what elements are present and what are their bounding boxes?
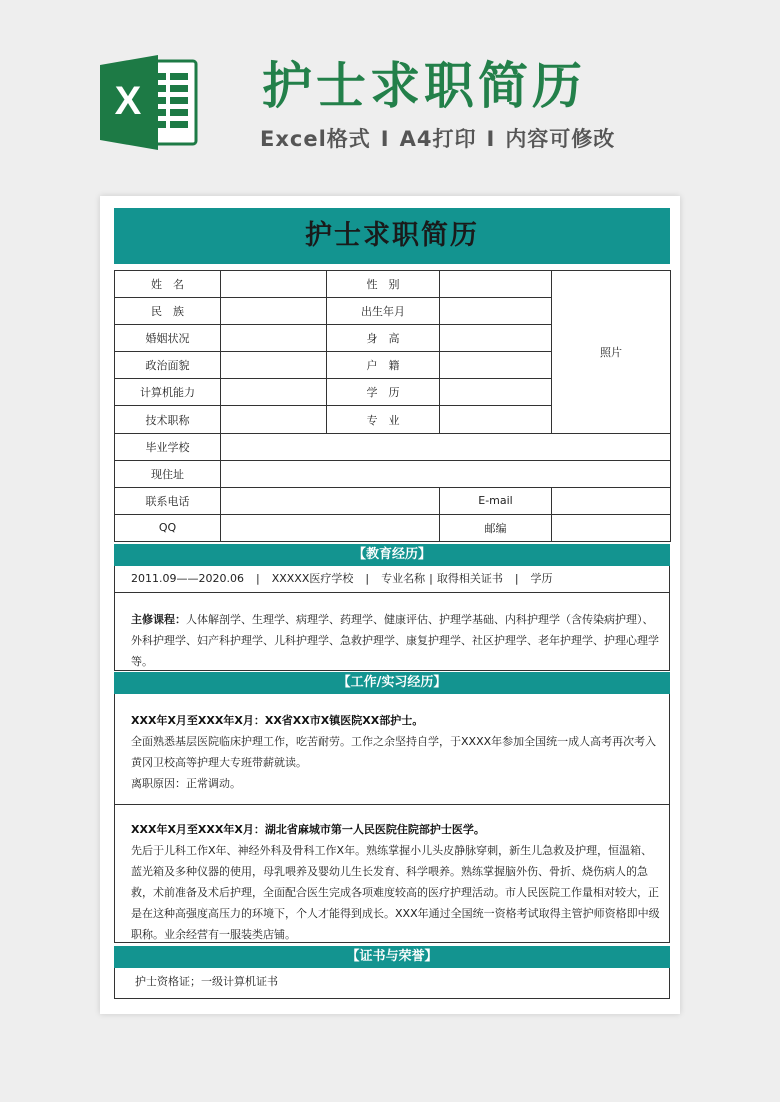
birth-label: 出生年月: [327, 298, 440, 325]
hero-title: 护士求职简历: [262, 57, 586, 115]
zip-label: 邮编: [440, 514, 552, 541]
job-description: 先后于儿科工作X年、神经外科及骨科工作X年。熟练掌握小儿头皮静脉穿刺，新生儿急救及护理，恒温箱、蓝光箱及多种仪器的使用，母乳喂养及婴幼儿生长发育、科学喂养。熟练掌握脑外伤、骨折、烧伤病人的急救，术前准备及术后护理，全面配合医生完成各项难度较高的医疗护理活动。市人民医院工作量相对较大，正是在这种高强度高压力的环境下，个人才能得到成长。XXX年通过全国统一资格考试取得主管护师资格即中级职称。业余经营有一服装类店铺。: [131, 844, 660, 941]
email-field[interactable]: [552, 487, 671, 514]
tech-title-field[interactable]: [221, 406, 327, 433]
height-field[interactable]: [440, 325, 552, 352]
pipe-separator: |: [514, 572, 519, 585]
job-leave-reason: 离职原因：正常调动。: [131, 777, 241, 790]
resume-title: 护士求职简历: [114, 208, 670, 264]
ethnicity-field[interactable]: [221, 298, 327, 325]
job-title: XXX年X月至XXX年X月：XX省XX市X镇医院XX部护士。: [131, 714, 424, 727]
gender-field[interactable]: [440, 271, 552, 298]
marital-field[interactable]: [221, 325, 327, 352]
phone-label: 联系电话: [115, 487, 221, 514]
address-label: 现住址: [115, 460, 221, 487]
zip-field[interactable]: [552, 514, 671, 541]
ethnicity-label: 民 族: [115, 298, 221, 325]
qq-field[interactable]: [221, 514, 440, 541]
school-label: 毕业学校: [115, 433, 221, 460]
qq-label: QQ: [115, 514, 221, 541]
computer-field[interactable]: [221, 379, 327, 406]
resume-sheet: [100, 196, 680, 1014]
gender-label: 性 别: [327, 271, 440, 298]
education-line: [115, 566, 669, 592]
edu-period: 2011.09——2020.06: [131, 572, 244, 585]
name-field[interactable]: [221, 271, 327, 298]
pipe-separator: |: [255, 572, 260, 585]
marital-label: 婚姻状况: [115, 325, 221, 352]
separator: I: [486, 127, 496, 151]
hukou-field[interactable]: [440, 352, 552, 379]
major-field[interactable]: [440, 406, 552, 433]
edu-school: XXXXX医疗学校: [271, 572, 354, 585]
certs-heading: 【证书与荣誉】: [114, 946, 670, 968]
hukou-label: 户 籍: [327, 352, 440, 379]
certs-content: 护士资格证；一级计算机证书: [135, 975, 278, 988]
address-field[interactable]: [221, 460, 671, 487]
size-tag: A4打印: [399, 127, 477, 151]
pipe-separator: |: [365, 572, 370, 585]
job-title: XXX年X月至XXX年X月：湖北省麻城市第一人民医院住院部护士医学。: [131, 823, 485, 836]
courses-paragraph: [115, 593, 669, 672]
banner: [0, 0, 780, 180]
major-label: 专 业: [327, 406, 440, 433]
phone-field[interactable]: [221, 487, 440, 514]
edu-degree: 学历: [530, 572, 553, 585]
education-heading: 【教育经历】: [114, 544, 670, 566]
work-heading: 【工作/实习经历】: [114, 672, 670, 694]
height-label: 身 高: [327, 325, 440, 352]
tech-title-label: 技术职称: [115, 406, 221, 433]
format-tag: Excel格式: [260, 127, 371, 151]
political-field[interactable]: [221, 352, 327, 379]
pipe-separator: |: [429, 572, 433, 585]
hero-subtitle: [260, 124, 615, 154]
personal-info-table: [114, 270, 671, 542]
birth-field[interactable]: [440, 298, 552, 325]
courses-label: 主修课程：: [131, 613, 186, 626]
job-entry-2: [115, 805, 669, 945]
education-box: [114, 566, 670, 671]
school-field[interactable]: [221, 433, 671, 460]
edu-certificate: 取得相关证书: [436, 572, 503, 585]
computer-label: 计算机能力: [115, 379, 221, 406]
photo-placeholder[interactable]: 照片: [552, 271, 671, 434]
job-description: 全面熟悉基层医院临床护理工作，吃苦耐劳。工作之余坚持自学，于XXXX年参加全国统一成人高考再次考入黄冈卫校高等护理大专班带薪就读。: [131, 735, 657, 769]
email-label: E-mail: [440, 487, 552, 514]
degree-field[interactable]: [440, 379, 552, 406]
political-label: 政治面貌: [115, 352, 221, 379]
excel-logo-letter: X: [114, 79, 142, 123]
name-label: 姓 名: [115, 271, 221, 298]
courses-text: 人体解剖学、生理学、病理学、药理学、健康评估、护理学基础、内科护理学（含传染病护理）、外科护理学、妇产科护理学、儿科护理学、急救护理学、康复护理学、社区护理学、老年护理学、护理心理学等。: [131, 613, 659, 668]
edu-major: 专业名称: [381, 572, 426, 585]
degree-label: 学 历: [327, 379, 440, 406]
job-entry-1: [115, 694, 669, 804]
separator: I: [380, 127, 390, 151]
edit-tag: 内容可修改: [505, 127, 616, 151]
certs-box: [114, 968, 670, 999]
work-box: [114, 694, 670, 943]
